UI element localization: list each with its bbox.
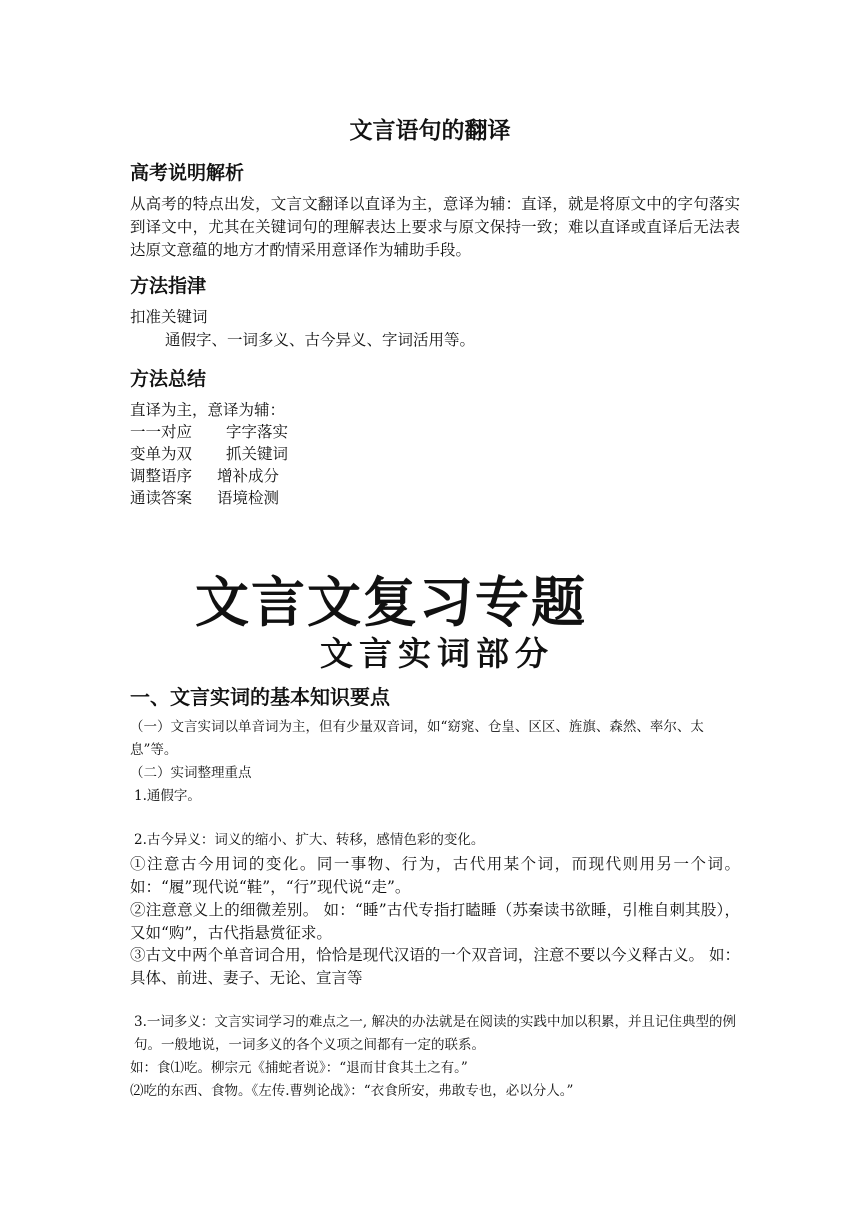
body-paragraph-3: 1.通假字。 bbox=[134, 788, 201, 804]
body-paragraph-10: ⑵吃的东西、食物。《左传.曹刿论战》：“衣食所安，弗敢专也，必以分人。” bbox=[130, 1083, 574, 1099]
method-guide-line1: 扣准关键词 bbox=[130, 308, 208, 326]
summary-intro: 直译为主，意译为辅： bbox=[130, 401, 286, 419]
summary-row-left: 一一对应 bbox=[130, 423, 193, 441]
summary-row-left: 通读答案 bbox=[130, 489, 193, 507]
review-topic-subtitle: 文言实词部分 bbox=[320, 634, 554, 673]
summary-row-right: 字字落实 bbox=[226, 423, 289, 441]
summary-row bbox=[130, 487, 740, 510]
body-paragraph-6: ②注意意义上的细微差别。 如：“睡”古代专指打瞌睡（苏秦读书欲睡，引椎自刺其股），又如“购”，古代指悬赏征求。 bbox=[130, 901, 740, 942]
summary-row-right: 增补成分 bbox=[217, 467, 280, 485]
heading-method-guide: 方法指津 bbox=[130, 275, 207, 297]
method-guide-line2: 通假字、一词多义、古今异义、字词活用等。 bbox=[165, 331, 476, 349]
body-paragraph-1: （一）文言实词以单音词为主，但有少量双音词，如“窈窕、仓皇、区区、旌旗、森然、率尔、太息”等。 bbox=[130, 719, 704, 758]
review-topic-title: 文言文复习专题 bbox=[195, 571, 587, 634]
summary-row-right: 抓关键词 bbox=[226, 445, 289, 463]
body-paragraph-8: 3.一词多义：文言实词学习的难点之一, 解决的办法就是在阅读的实践中加以积累，并且记住典型的例句。一般地说，一词多义的各个义项之间都有一定的联系。 bbox=[134, 1014, 736, 1053]
heading-exam-analysis: 高考说明解析 bbox=[130, 162, 245, 184]
body-paragraph-9: 如：食⑴吃。柳宗元《捕蛇者说》：“退而甘食其土之有。” bbox=[130, 1060, 468, 1076]
body-paragraph-7: ③古文中两个单音词合用，恰恰是现代汉语的一个双音词，注意不要以今义释古义。 如：具体、前进、妻子、无论、宣言等 bbox=[130, 946, 740, 987]
body-paragraph-5: ①注意古今用词的变化。同一事物、行为，古代用某个词，而现代则用另一个词。如：“履”现代说“鞋”，“行”现代说“走”。 bbox=[130, 855, 740, 896]
body-paragraph-2: （二）实词整理重点 bbox=[130, 765, 252, 781]
summary-row bbox=[130, 421, 740, 444]
summary-row-left: 调整语序 bbox=[130, 467, 193, 485]
summary-row-left: 变单为双 bbox=[130, 445, 193, 463]
section-heading: 一、文言实词的基本知识要点 bbox=[130, 685, 390, 709]
heading-method-summary: 方法总结 bbox=[130, 368, 207, 390]
summary-row bbox=[130, 465, 740, 488]
page-title: 文言语句的翻译 bbox=[349, 117, 511, 144]
summary-row bbox=[130, 443, 740, 466]
exam-analysis-paragraph: 从高考的特点出发，文言文翻译以直译为主，意译为辅：直译，就是将原文中的字句落实到译文中，尤其在关键词句的理解表达上要求与原文保持一致；难以直译或直译后无法表达原文意蕴的地方才酌情采用意译作为辅助手段。 bbox=[130, 195, 740, 259]
summary-row-right: 语境检测 bbox=[217, 489, 280, 507]
body-paragraph-4: 2.古今异义：词义的缩小、扩大、转移，感情色彩的变化。 bbox=[134, 832, 485, 848]
